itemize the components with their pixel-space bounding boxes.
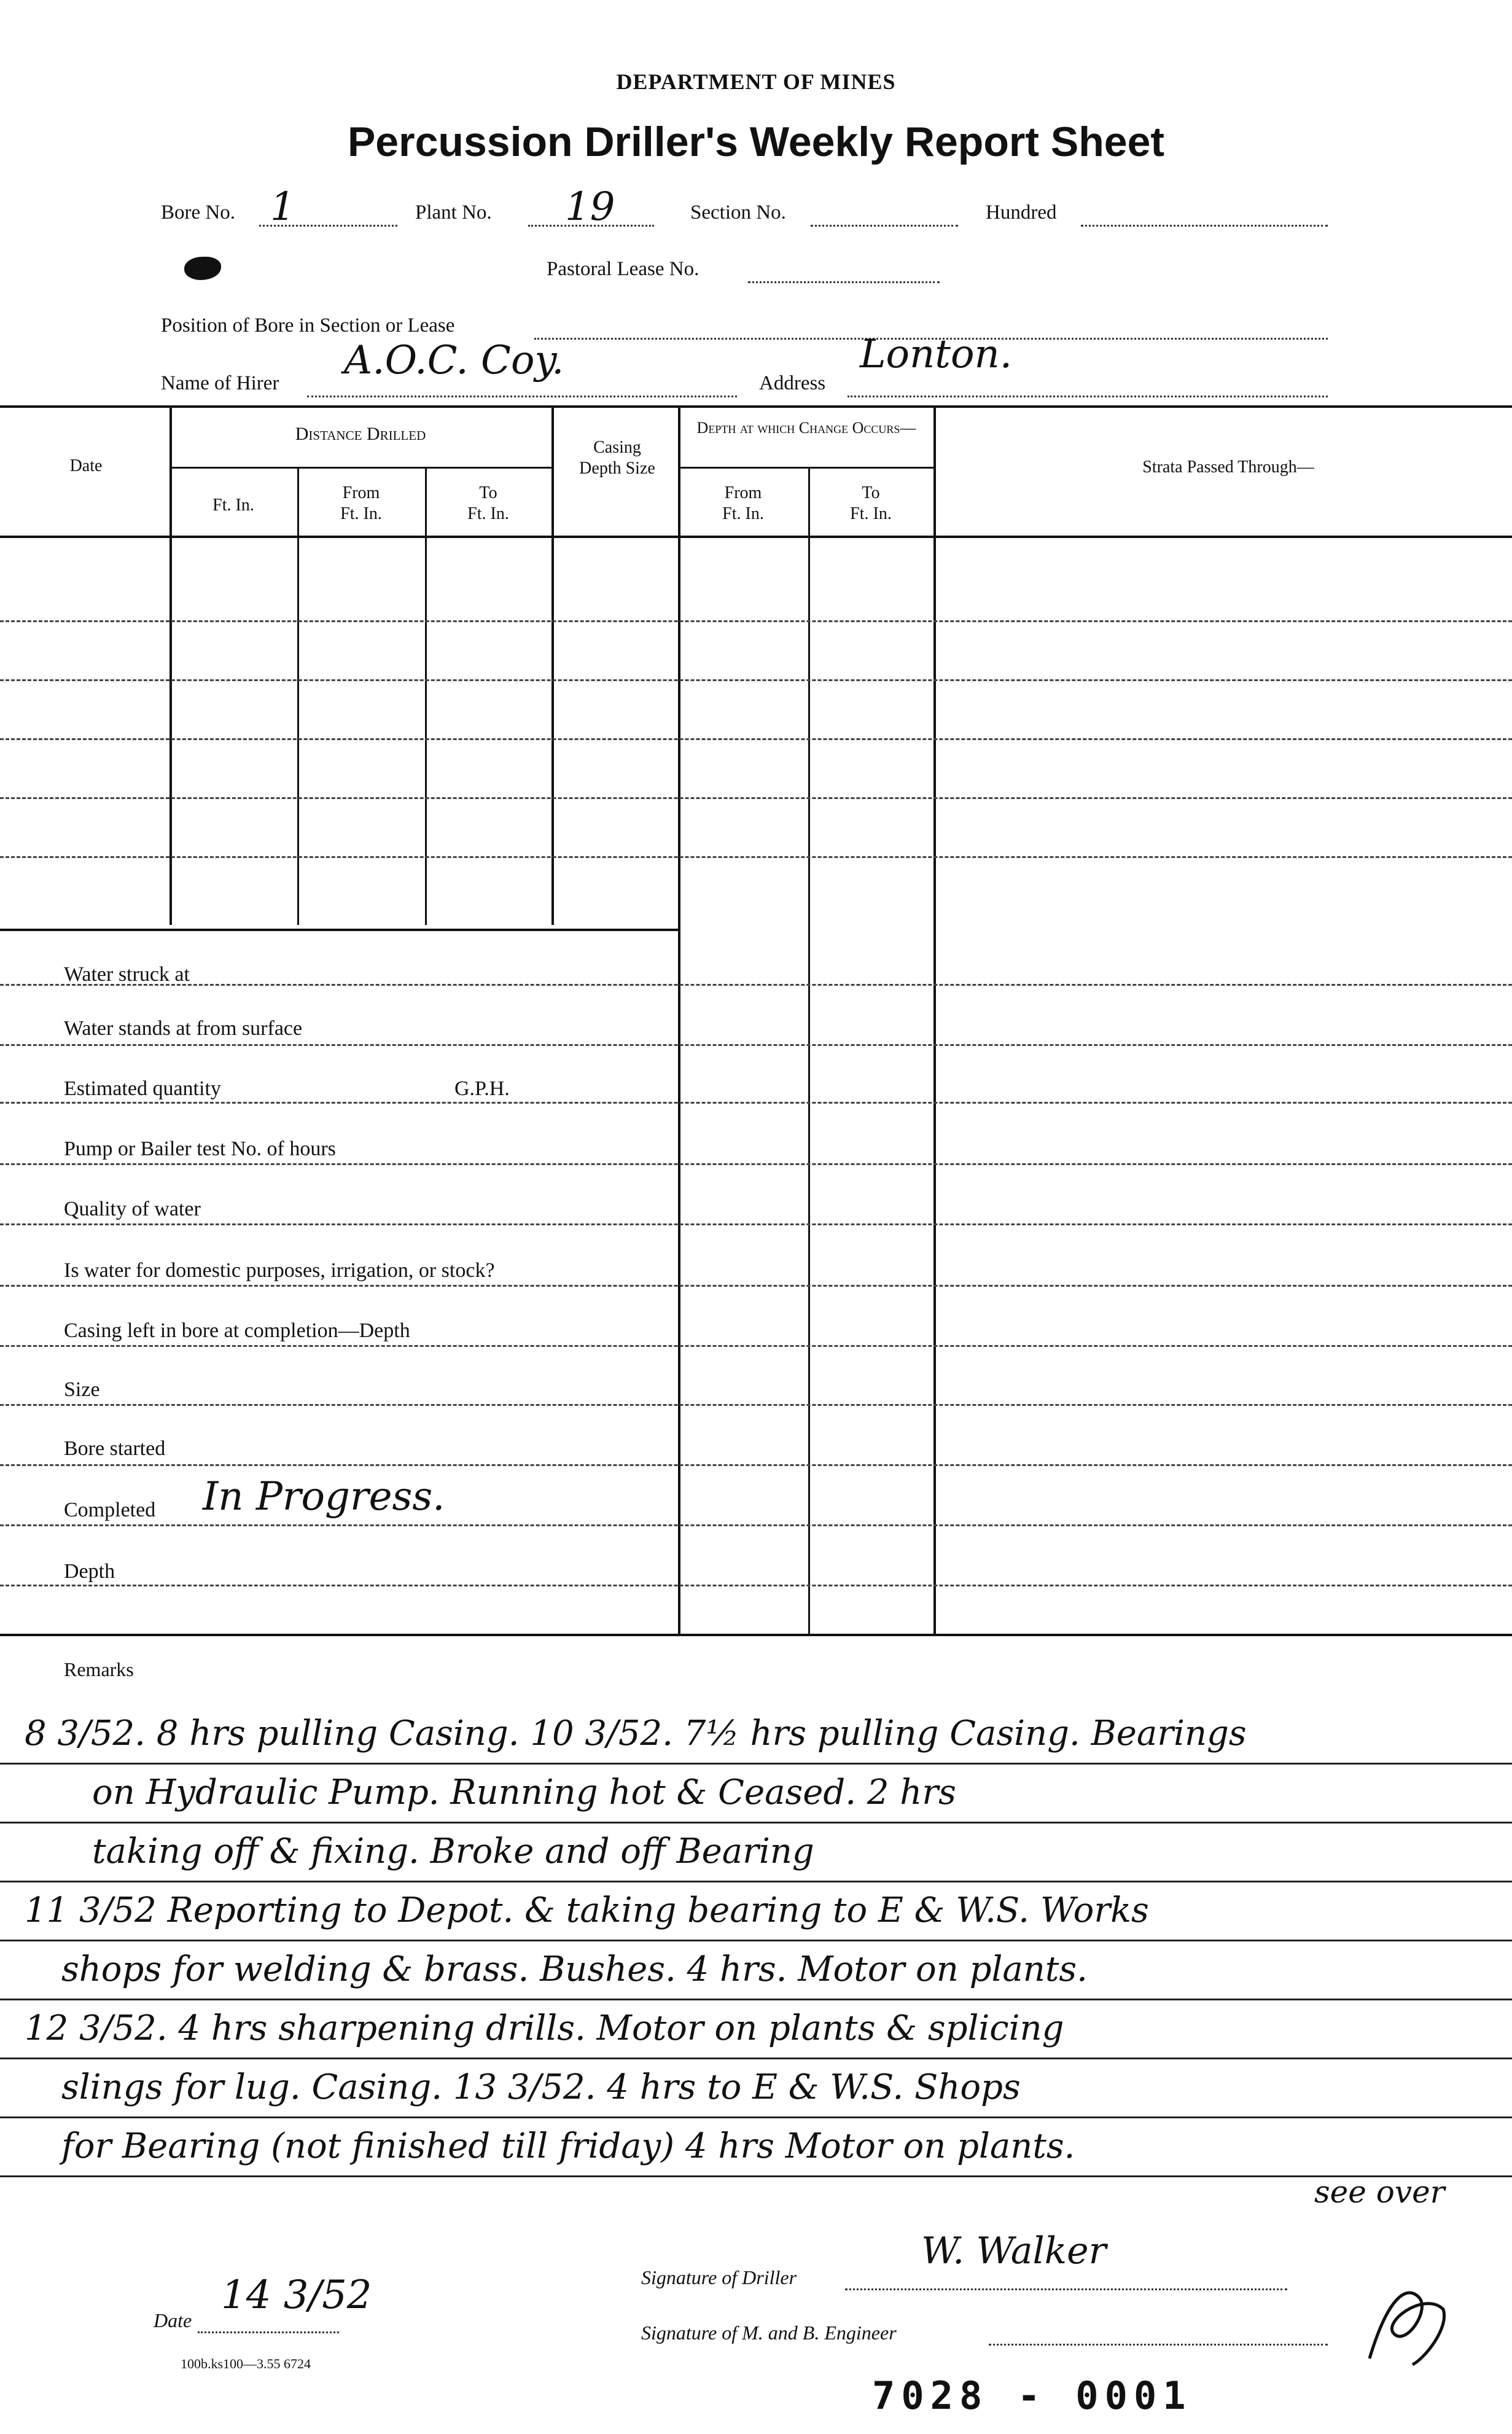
engineer-signature-label: Signature of M. and B. Engineer [641,2322,897,2344]
remarks-rule [0,1822,1512,1824]
water-row-rule [0,1404,1512,1406]
bore-no-value: 1 [270,184,295,230]
pump-test-label: Pump or Bailer test No. of hours [64,1137,336,1160]
engineer-initials-mark [1351,2272,1455,2371]
date-line [198,2331,339,2333]
date-header: Date [69,456,103,475]
remarks-rule [0,1881,1512,1882]
remark-line: shops for welding & brass. Bushes. 4 hrs. Motor on plants. [61,1949,1088,1989]
quality-label: Quality of water [64,1198,201,1220]
position-label: Position of Bore in Section or Lease [161,314,455,337]
col-divider-depth [933,405,936,1634]
water-struck-label: Water struck at [64,963,190,986]
driller-signature-label: Signature of Driller [641,2266,797,2288]
water-row-rule [0,984,1512,986]
table-row-rule [0,620,1512,622]
engineer-signature-line [989,2344,1328,2346]
remarks-rule [0,1999,1512,2000]
form-code: 100b.ks100—3.55 6724 [181,2356,311,2371]
remark-line: slings for lug. Casing. 13 3/52. 4 hrs to E & W.S. Shops [61,2067,1021,2107]
col-divider-casing [678,405,680,1634]
driller-signature-line [845,2288,1287,2290]
table-row-rule [0,797,1512,799]
depth-from-header [678,483,808,525]
ink-blot [184,257,221,280]
address-value: Lonton. [860,332,1013,377]
driller-signature: W. Walker [921,2229,1107,2272]
date-value: 14 3/52 [221,2272,372,2318]
remark-line: see over [1314,2174,1445,2210]
distance-from-ftin: Ft. In. [340,504,382,523]
col-divider-date [170,405,172,925]
page-title: Percussion Driller's Weekly Report Sheet [347,119,1165,165]
water-row-rule [0,1524,1512,1526]
section-no-label: Section No. [690,201,786,224]
hirer-line [307,396,737,397]
distance-from-header [297,483,425,525]
table-header-rule [0,536,1512,538]
table-row-rule [0,856,1512,858]
distance-to-ftin: Ft. In. [467,504,509,523]
water-row-rule [0,1102,1512,1104]
bore-started-label: Bore started [64,1437,166,1460]
water-stands-label: Water stands at from surface [64,1017,303,1040]
depth-change-header: Depth at which Change Occurs— [696,419,916,437]
water-row-rule [0,1585,1512,1586]
plant-no-label: Plant No. [415,201,492,224]
casing-header: Casing Depth Size [579,438,655,478]
department-heading: DEPARTMENT OF MINES [616,69,896,94]
strata-header: Strata Passed Through— [1142,458,1314,477]
size-label: Size [64,1378,100,1401]
remark-line: for Bearing (not finished till friday) 4 hrs Motor on plants. [61,2126,1075,2166]
table-body-bottom-rule [0,929,678,931]
depth-label: Depth [64,1560,115,1583]
distance-ftin-header: Ft. In. [212,496,254,515]
distance-to-header [425,483,551,525]
col-divider-depth-from-to [808,467,810,1634]
water-row-rule [0,1044,1512,1046]
depth-subheader-rule [678,467,933,469]
water-row-rule [0,1345,1512,1347]
remark-line: 12 3/52. 4 hrs sharpening drills. Motor on plants & splicing [25,2008,1064,2048]
water-row-rule [0,1285,1512,1287]
col-divider-distance [551,405,554,925]
depth-to-ftin: Ft. In. [850,504,892,523]
distance-to-label: To [479,483,497,502]
water-row-rule [0,1163,1512,1165]
table-row-rule [0,679,1512,681]
date-label: Date [154,2309,192,2331]
purpose-label: Is water for domestic purposes, irrigation, or stock? [64,1259,495,1282]
hirer-value: A.O.C. Coy. [344,338,564,383]
plant-no-value: 19 [565,184,615,230]
water-row-rule [0,1223,1512,1225]
remark-line: 11 3/52 Reporting to Depot. & taking bearing to E & W.S. Works [25,1890,1149,1930]
remarks-label: Remarks [64,1658,134,1680]
remarks-rule [0,2175,1512,2177]
bore-no-label: Bore No. [161,201,235,224]
hundred-line [1081,225,1328,227]
depth-from-label: From [724,483,762,502]
hundred-label: Hundred [986,201,1057,224]
hirer-label: Name of Hirer [161,372,279,394]
address-line [848,396,1328,397]
distance-drilled-header: Distance Drilled [295,424,426,444]
remarks-rule [0,2116,1512,2118]
depth-to-header [808,483,933,525]
remarks-rule [0,1763,1512,1765]
remark-line: on Hydraulic Pump. Running hot & Ceased. 2 hrs [92,1773,956,1812]
archive-stamp: 7028 - 0001 [872,2373,1192,2418]
casing-left-label: Casing left in bore at completion—Depth [64,1319,410,1342]
distance-from-label: From [342,483,380,502]
table-row-rule [0,738,1512,740]
section-no-line [811,225,958,227]
depth-to-label: To [862,483,880,502]
pastoral-lease-line [748,281,940,283]
completed-value: In Progress. [203,1474,445,1519]
distance-subheader-rule [170,467,551,469]
table-top-rule [0,405,1512,408]
remark-line: taking off & fixing. Broke and off Bearing [92,1831,814,1871]
form-bottom-rule [0,1634,1512,1636]
address-label: Address [759,372,826,394]
remark-line: 8 3/52. 8 hrs pulling Casing. 10 3/52. 7½ hrs pulling Casing. Bearings [25,1714,1247,1753]
gph-label: G.P.H. [454,1077,510,1100]
depth-from-ftin: Ft. In. [722,504,764,523]
pastoral-lease-label: Pastoral Lease No. [547,258,699,280]
remarks-rule [0,1940,1512,1941]
water-row-rule [0,1464,1512,1466]
completed-label: Completed [64,1499,156,1521]
estimated-quantity-label: Estimated quantity [64,1077,221,1100]
remarks-rule [0,2058,1512,2059]
